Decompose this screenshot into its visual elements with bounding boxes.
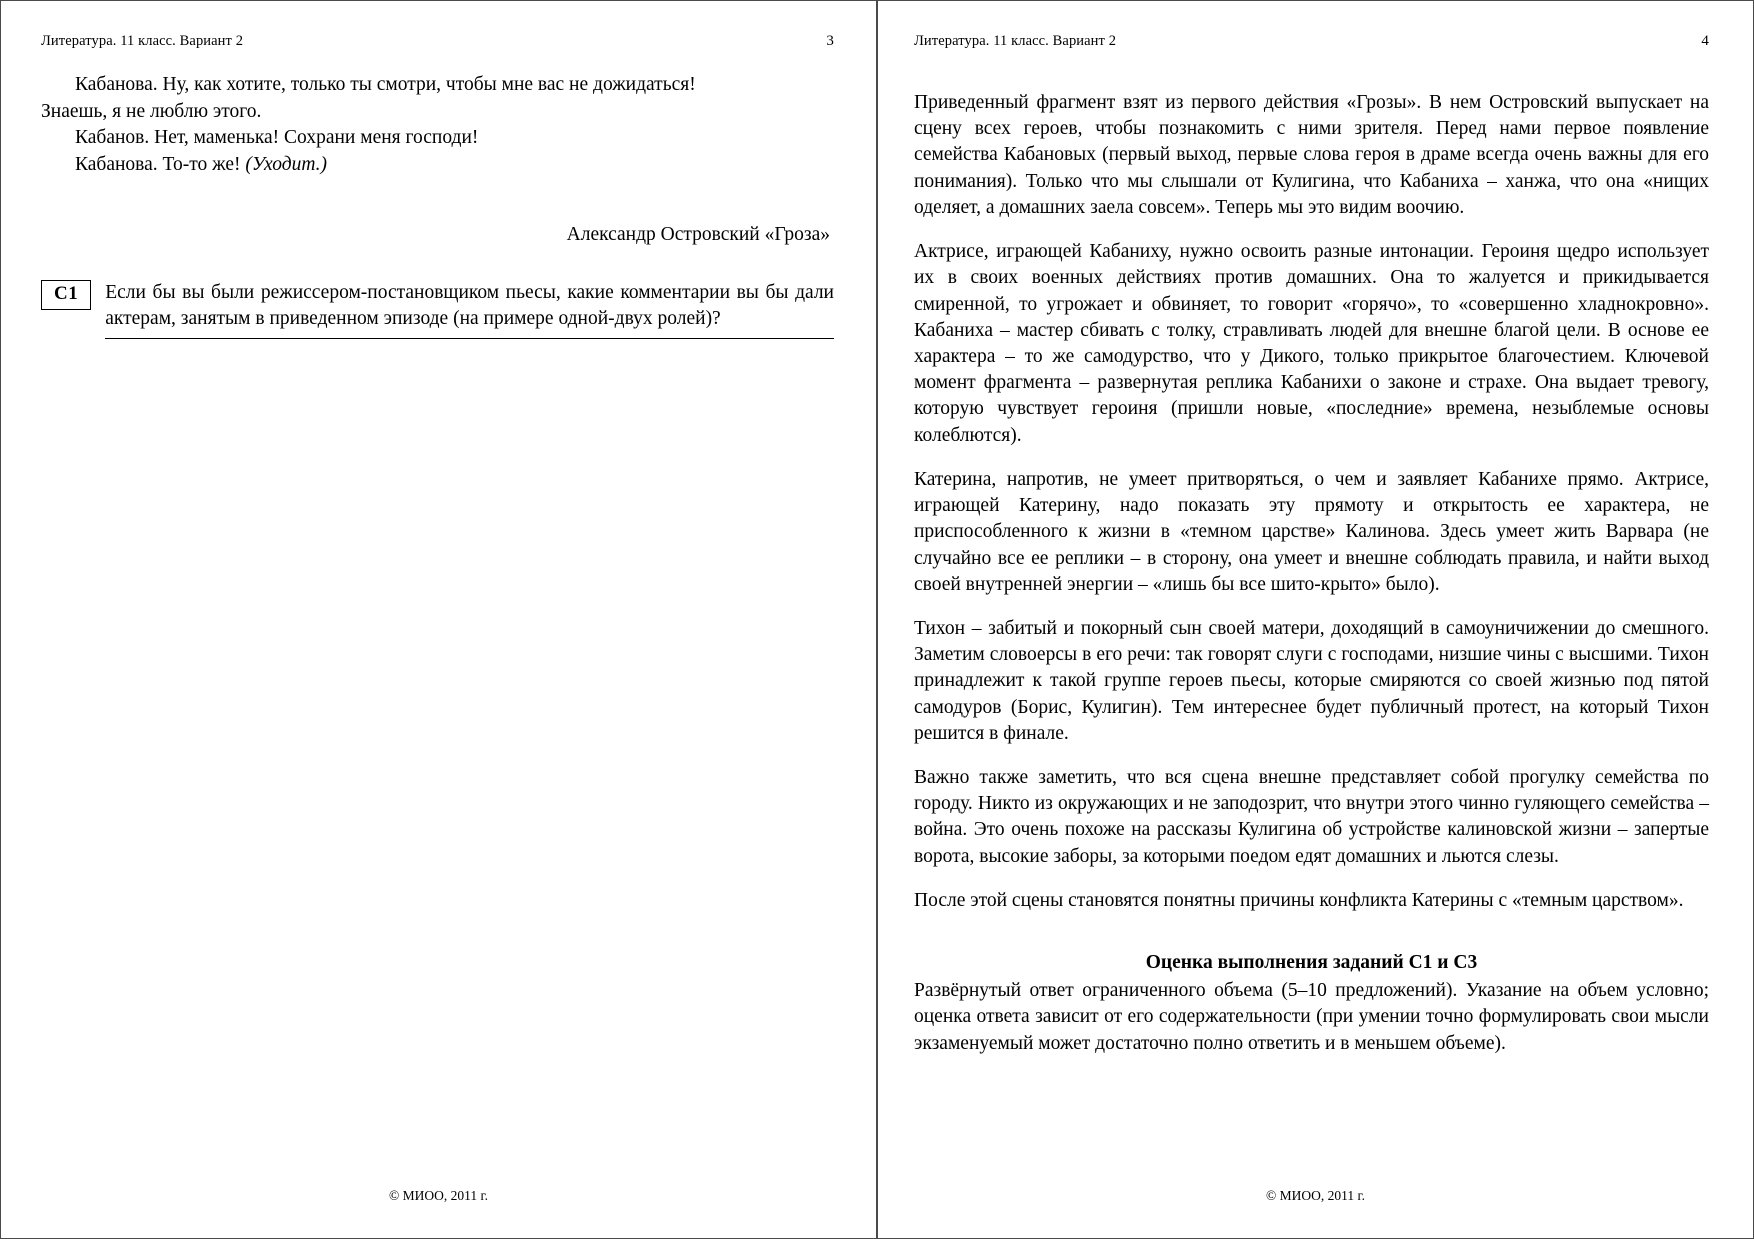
task-question-text: Если бы вы были режиссером-постановщиком пьесы, какие комментарии вы бы дали актерам, занятым в приведенном эпизоде (на примере одной-двух ролей)? (105, 280, 834, 339)
criteria-paragraph: Развёрнутый ответ ограниченного объема (5–10 предложений). Указание на объем условно; оценка ответа зависит от его содержательности (при умении точно формулировать свои мысли экзаменуемый может достаточно полно ответить и в меньшем объеме). (914, 980, 1709, 1054)
task-block (41, 280, 834, 339)
play-line: Кабанова. Ну, как хотите, только ты смотри, чтобы мне вас не дожидаться! (75, 74, 696, 95)
stage-direction: (Уходит.) (245, 153, 328, 175)
play-line-text: Кабанова. То-то же! (75, 153, 246, 175)
task-code-badge: C1 (41, 280, 91, 310)
page-number-left: 3 (826, 33, 834, 49)
answer-paragraph: Приведенный фрагмент взят из первого действия «Грозы». В нем Островский выпускает на сцену всех героев, чтобы познакомить с ними зрителя. Перед нами первое появление семейства Кабановых (первый выход, первые слова героя в драме всегда очень важны для его понимания). Только что мы слышали от Кулигина, что Кабаниха – ханжа, что она «нищих оделяет, а домашних заела совсем». Теперь мы это видим воочию. (914, 92, 1709, 218)
play-line: Кабанов. Нет, маменька! Сохрани меня господи! (75, 127, 479, 149)
answer-paragraph: Тихон – забитый и покорный сын своей матери, доходящий в самоуничижении до смешного. Заметим словоерсы в его речи: так говорят слуги с господами, низшие чины с высшими. Тихон принадлежит к такой группе героев пьесы, которые смиряются со своей жизнью под пятой самодуров (Борис, Кулигин). Тем интереснее будет публичный протест, на который Тихон решится в финале. (914, 617, 1709, 744)
running-head-title-left: Литература. 11 класс. Вариант 2 (41, 33, 244, 49)
answer-paragraph: Актрисе, играющей Кабаниху, нужно освоить разные интонации. Героиня щедро использует их в своих военных действиях против домашних. Она то жалуется и прикидывается смиренной, то угрожает и обвиняет, то говорит «горячо», то «совершенно хладнокровно». Кабаниха – мастер сбивать с толку, стравливать людей для внешне благой цели. В основе ее характера – то же самодурство, что у Дикого, только прикрытое благочестием. Ключевой момент фрагмента – развернутая реплика Кабанихи о законе и страхе. Она выдает тревогу, которую чувствует героиня (пришли новые, «последние» времена, незыблемые основы колеблются). (914, 241, 1709, 446)
play-line-final (41, 152, 834, 179)
answer-body (914, 90, 1709, 914)
play-excerpt (41, 72, 834, 178)
footer-left: © МИОО, 2011 г. (389, 1188, 488, 1203)
criteria-heading: Оценка выполнения заданий C1 и C3 (1145, 952, 1478, 974)
answer-paragraph: После этой сцены становятся понятны причины конфликта Катерины с «темным царством». (914, 889, 1684, 911)
page-number-right: 4 (1701, 33, 1709, 49)
answer-paragraph: Катерина, напротив, не умеет притворяться, о чем и заявляет Кабанихе прямо. Актрисе, играющей Катерину, надо показать эту прямоту и открытость ее характера, не приспособленного к жизни в «темном царстве» Калинова. Здесь умеет жить Варвара (не случайно все ее реплики – в сторону, она умеет и внешне соблюдать правила, и найти выход своей внутренней энергии – «лишь бы все шито-крыто» было). (914, 468, 1709, 595)
excerpt-attribution: Александр Островский «Гроза» (566, 224, 830, 246)
answer-paragraph: Важно также заметить, что вся сцена внешне представляет собой прогулку семейства по городу. Никто из окружающих и не заподозрит, что внутри этого чинно гуляющего семейства – война. Это очень похоже на рассказы Кулигина об устройстве калиновской жизни – запертые ворота, высокие заборы, за которыми поедом едят домашних и льются слезы. (914, 767, 1709, 867)
criteria-body (914, 978, 1709, 1057)
running-head-right (914, 33, 1709, 50)
footer-right: © МИОО, 2011 г. (1266, 1188, 1365, 1203)
play-line: Знаешь, я не люблю этого. (41, 100, 262, 122)
running-head-left (41, 33, 834, 50)
page-right (877, 0, 1754, 1239)
running-head-title-right: Литература. 11 класс. Вариант 2 (914, 33, 1117, 49)
